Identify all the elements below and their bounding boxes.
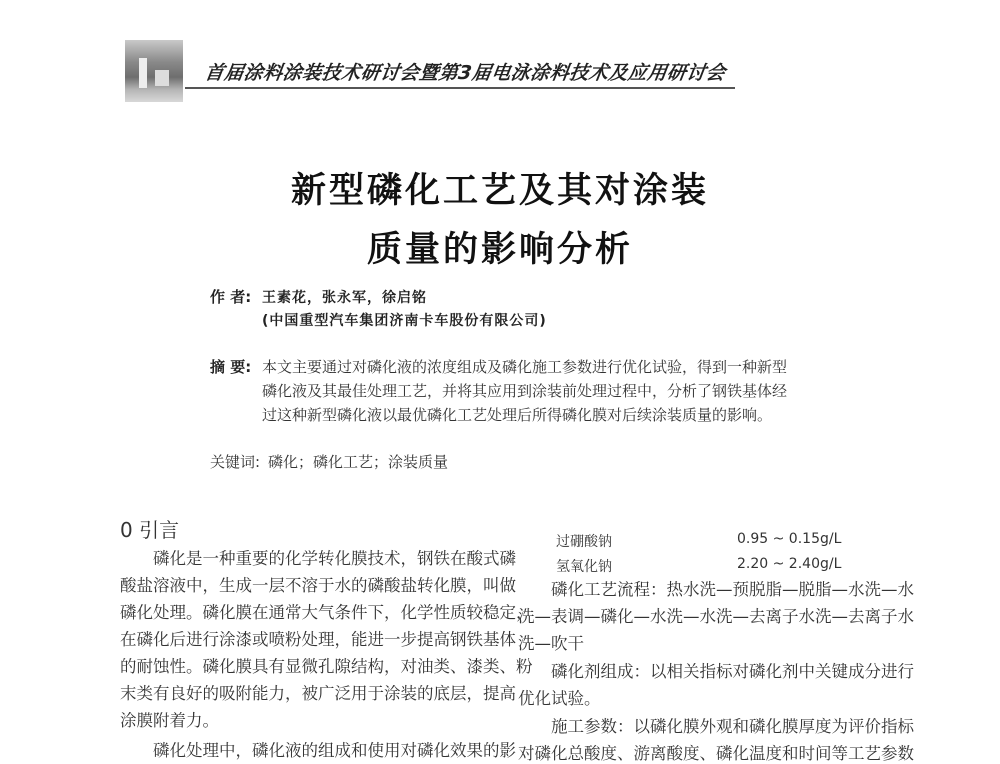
body-line: 洗—吹干: [518, 634, 584, 653]
body-line: 洗—表调—磷化—水洗—水洗—去离子水洗—去离子水: [518, 607, 914, 626]
body-line: 磷化处理中，磷化液的组成和使用对磷化效果的影: [120, 741, 516, 760]
body-line: 的耐蚀性。磷化膜具有显微孔隙结构，对油类、漆类、粉: [120, 657, 533, 676]
body-line: 酸盐溶液中，生成一层不溶于水的磷酸盐转化膜，叫做: [120, 576, 516, 595]
body-line: 优化试验。: [518, 689, 601, 708]
body-line: 末类有良好的吸附能力，被广泛用于涂装的底层，提高: [120, 684, 516, 703]
table-name: 氢氧化钠: [556, 559, 612, 575]
authors-names: 王素花，张永军，徐启铭: [262, 290, 427, 306]
abstract-line: 过这种新型磷化液以最优磷化工艺处理后所得磷化膜对后续涂装质量的影响。: [262, 406, 773, 424]
body-line: 在磷化后进行涂漆或喷粉处理，能进一步提高钢铁基体: [120, 630, 516, 649]
table-value: 0.95 ~ 0.15g/L: [737, 531, 842, 547]
paper-title-line2: 质量的影响分析: [366, 230, 633, 270]
conference-header: 首届涂料涂装技术研讨会暨第3届电泳涂料技术及应用研讨会: [203, 62, 728, 84]
paper-title-line1: 新型磷化工艺及其对涂装: [290, 171, 709, 211]
section-heading: 0 引言: [120, 518, 180, 542]
table-name: 过硼酸钠: [556, 534, 612, 550]
header-rule: [185, 87, 735, 89]
table-value: 2.20 ~ 2.40g/L: [737, 556, 842, 572]
body-line: 对磷化总酸度、游离酸度、磷化温度和时间等工艺参数: [518, 744, 914, 763]
body-line: 磷化是一种重要的化学转化膜技术，钢铁在酸式磷: [120, 549, 516, 568]
header-photo: [125, 40, 183, 102]
abstract-label: 摘 要:: [210, 358, 252, 376]
body-line: 施工参数：以磷化膜外观和磷化膜厚度为评价指标: [518, 717, 914, 736]
abstract-line: 磷化液及其最佳处理工艺，并将其应用到涂装前处理过程中，分析了钢铁基体经: [262, 382, 788, 400]
keywords-label: 关键词:: [210, 453, 261, 471]
body-line: 磷化处理。磷化膜在通常大气条件下，化学性质较稳定，: [120, 603, 533, 622]
authors-label: 作 者:: [210, 288, 252, 306]
abstract-line: 本文主要通过对磷化液的浓度组成及磷化施工参数进行优化试验，得到一种新型: [262, 358, 788, 376]
keywords-text: 磷化；磷化工艺；涂装质量: [268, 453, 449, 471]
authors-affiliation: (中国重型汽车集团济南卡车股份有限公司): [262, 313, 547, 329]
body-line: 磷化工艺流程：热水洗—预脱脂—脱脂—水洗—水: [518, 580, 914, 599]
body-line: 涂膜附着力。: [120, 711, 219, 730]
body-line: 磷化剂组成：以相关指标对磷化剂中关键成分进行: [518, 662, 914, 681]
